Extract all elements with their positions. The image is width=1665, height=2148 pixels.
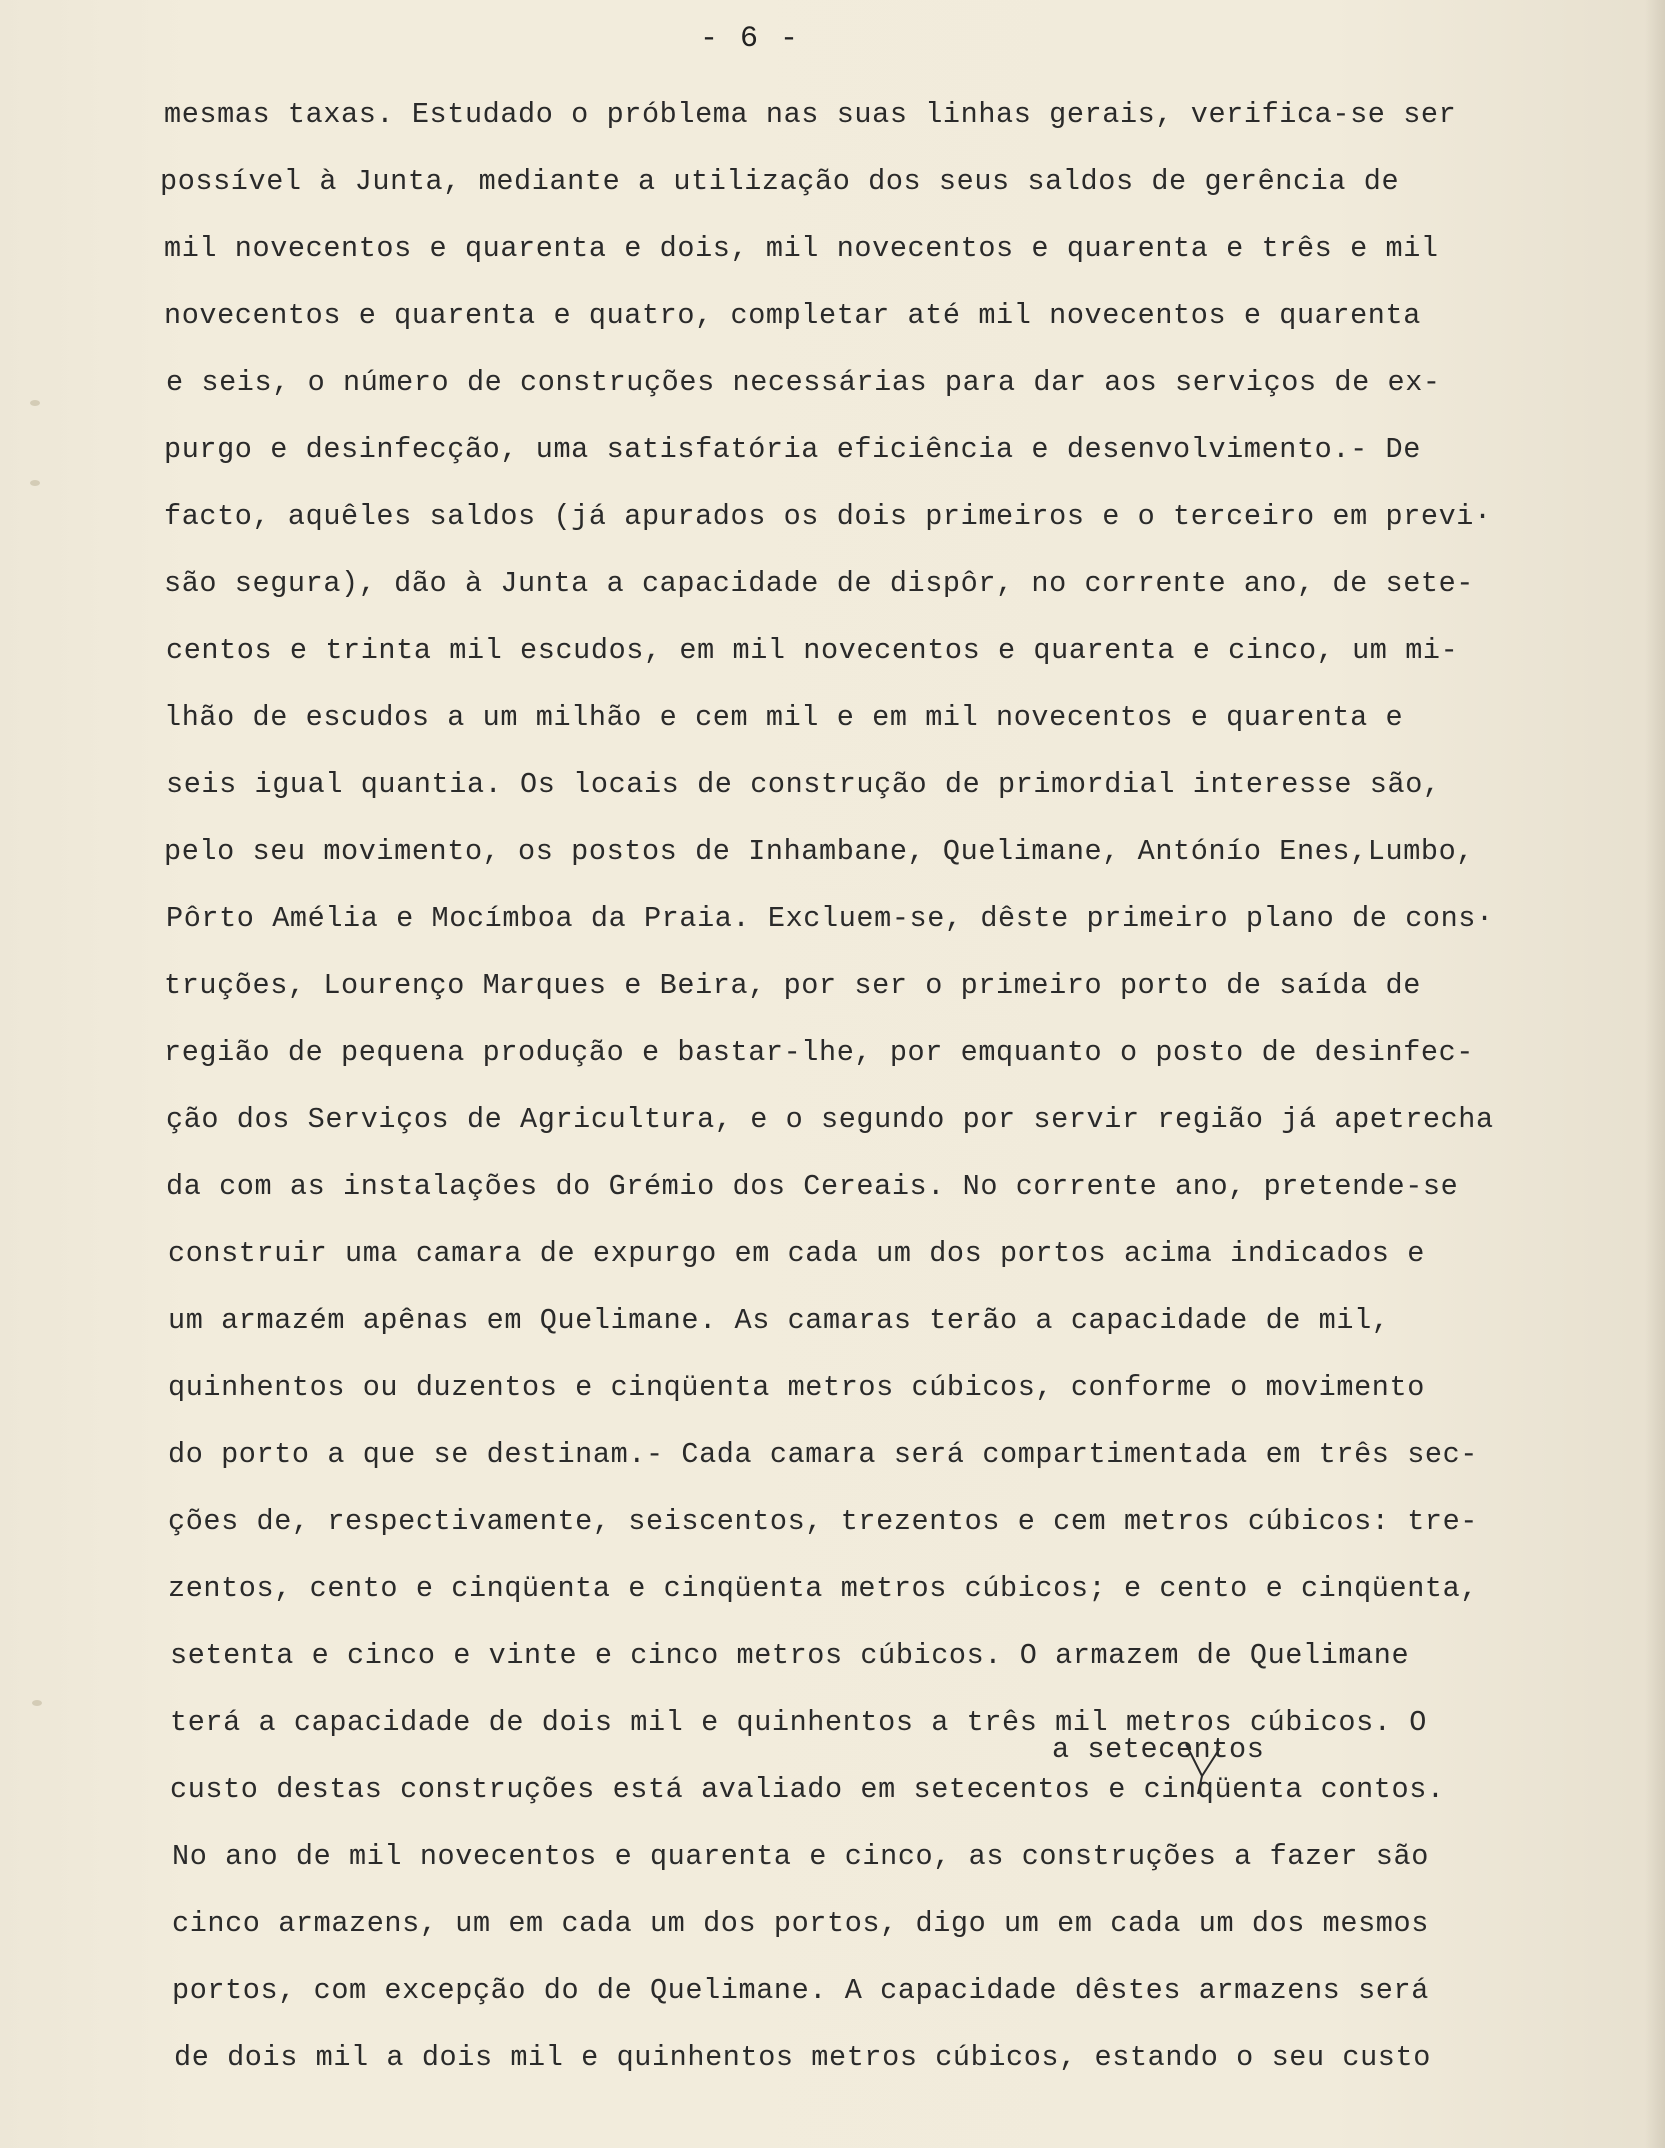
text-line: setenta e cinco e vinte e cinco metros cúbicos. O armazem de Quelimane [170, 1639, 1410, 1672]
text-line: quinhentos ou duzentos e cinqüenta metros cúbicos, conforme o movimento [168, 1371, 1425, 1404]
text-line: de dois mil a dois mil e quinhentos metros cúbicos, estando o seu custo [174, 2041, 1431, 2074]
text-line: mesmas taxas. Estudado o próblema nas suas linhas gerais, verifica-se ser [164, 98, 1457, 131]
text-line: são segura), dão à Junta a capacidade de dispôr, no corrente ano, de sete- [164, 567, 1475, 600]
text-line: mil novecentos e quarenta e dois, mil novecentos e quarenta e três e mil [164, 232, 1439, 265]
text-line: zentos, cento e cinqüenta e cinqüenta metros cúbicos; e cento e cinqüenta, [168, 1572, 1479, 1605]
punch-mark [30, 400, 40, 406]
punch-mark [32, 1700, 42, 1706]
text-line: ção dos Serviços de Agricultura, e o segundo por servir região já apetrecha [166, 1103, 1494, 1136]
text-line: um armazém apênas em Quelimane. As camaras terão a capacidade de mil, [168, 1304, 1390, 1337]
text-line: centos e trinta mil escudos, em mil novecentos e quarenta e cinco, um mi- [166, 634, 1459, 667]
text-line: pelo seu movimento, os postos de Inhambane, Quelimane, Antónío Enes,Lumbo, [164, 835, 1475, 868]
text-line: da com as instalações do Grémio dos Cereais. No corrente ano, pretende-se [166, 1170, 1459, 1203]
text-line: truções, Lourenço Marques e Beira, por ser o primeiro porto de saída de [164, 969, 1421, 1002]
text-line: lhão de escudos a um milhão e cem mil e em mil novecentos e quarenta e [164, 701, 1404, 734]
text-line: Pôrto Amélia e Mocímboa da Praia. Excluem-se, dêste primeiro plano de cons· [166, 902, 1494, 935]
text-line: purgo e desinfecção, uma satisfatória eficiência e desenvolvimento.- De [164, 433, 1421, 466]
punch-mark [30, 480, 40, 486]
text-line: portos, com excepção do de Quelimane. A capacidade dêstes armazens será [172, 1974, 1429, 2007]
text-line: novecentos e quarenta e quatro, completar até mil novecentos e quarenta [164, 299, 1421, 332]
page-edge-shadow [1645, 0, 1665, 2148]
text-line: região de pequena produção e bastar-lhe, por emquanto o posto de desinfec- [164, 1036, 1475, 1069]
text-line: terá a capacidade de dois mil e quinhentos a três mil metros cúbicos. O [170, 1706, 1427, 1739]
text-line: facto, aquêles saldos (já apurados os dois primeiros e o terceiro em previ· [164, 500, 1492, 533]
text-line: do porto a que se destinam.- Cada camara será compartimentada em três sec- [168, 1438, 1479, 1471]
text-line: construir uma camara de expurgo em cada um dos portos acima indicados e [168, 1237, 1425, 1270]
text-line: seis igual quantia. Os locais de construção de primordial interesse são, [166, 768, 1441, 801]
text-line: ções de, respectivamente, seiscentos, trezentos e cem metros cúbicos: tre- [168, 1505, 1479, 1538]
interlinear-insertion: a setecentos [1052, 1733, 1265, 1766]
insertion-caret-icon [1180, 1742, 1230, 1802]
text-line: No ano de mil novecentos e quarenta e cinco, as construções a fazer são [172, 1840, 1429, 1873]
text-line: possível à Junta, mediante a utilização dos seus saldos de gerência de [160, 165, 1400, 198]
text-line: e seis, o número de construções necessárias para dar aos serviços de ex- [166, 366, 1441, 399]
text-line: custo destas construções está avaliado em setecentos e cinqüenta contos. [170, 1773, 1445, 1806]
text-line: cinco armazens, um em cada um dos portos, digo um em cada um dos mesmos [172, 1907, 1429, 1940]
page-number: - 6 - [699, 22, 800, 56]
